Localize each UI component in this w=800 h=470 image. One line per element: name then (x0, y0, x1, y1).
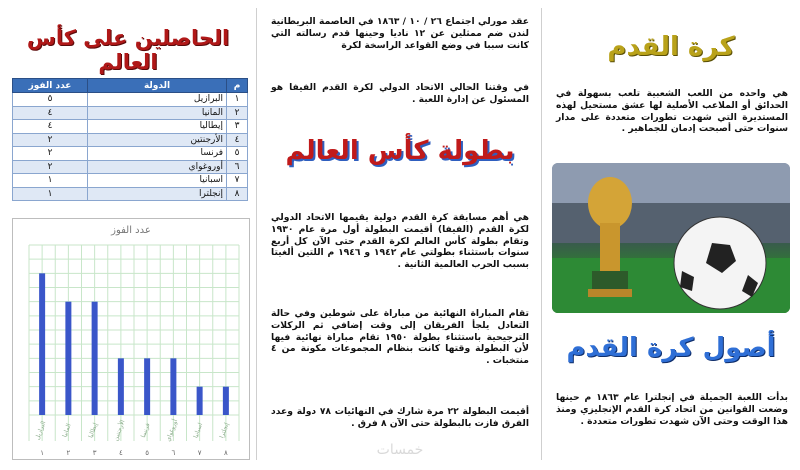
winners-title: الحاصلين على كأس العالم (26, 26, 230, 74)
row-index: ٣ (227, 120, 248, 134)
bar-4 (118, 358, 124, 415)
row-wins: ١ (13, 187, 88, 201)
row-wins: ١ (13, 174, 88, 188)
paragraph-final: تقام المباراة النهائية من مباراة على شوطين وفي حالة التعادل يلجأ الفريقان إلى وقت إضافي ثم الركلات الترجيحية باستثناء بطولة ١٩٥٠ تقام مباراة نهائية فيها لأن البطولة وقتها كانت بنظام المجموعات مكونة من ٤ منتخبات . (271, 308, 530, 367)
bar-2 (65, 302, 71, 415)
x-tick-label: البرازيل (34, 420, 48, 441)
bar-6 (170, 358, 176, 415)
row-index: ٦ (227, 160, 248, 174)
trophy-and-ball-illustration (552, 163, 790, 313)
x-tick-label: اسبانيا (192, 421, 205, 440)
row-wins: ٢ (13, 133, 88, 147)
table-row (13, 187, 248, 201)
row-wins: ٢ (13, 147, 88, 161)
bar-3 (92, 302, 98, 415)
x-tick-label: فرنسا (139, 422, 152, 439)
x-tick-number: ٨ (223, 449, 228, 457)
x-tick-number: ٢ (66, 449, 71, 457)
x-tick-number: ٥ (145, 449, 150, 457)
x-tick-number: ٣ (92, 449, 97, 457)
bar-1 (39, 273, 45, 415)
row-country: إيطاليا (88, 120, 227, 134)
right-panel (546, 8, 796, 460)
row-index: ٥ (227, 147, 248, 161)
header-index: م (227, 79, 248, 93)
paragraph-origins: بدأت اللعبة الجميلة في إنجلترا عام ١٨٦٣ م حينها وضعت القوانين من اتحاد كرة القدم الإنجليزي ومنذ هذا الوقت وحتى الآن شهدت تطورات متعددة . (556, 392, 788, 427)
table-row (13, 147, 248, 161)
middle-panel (256, 8, 542, 460)
row-country: فرنسا (88, 147, 227, 161)
paragraph-world-cup: هي أهم مسابقة كرة القدم دولية يقيمها الاتحاد الدولي لكرة القدم (الفيفا) أقيمت البطولة أول مرة عام ١٩٣٠ وتقام بطولة كأس العالم لكرة القدم حتى الآن كل أربع سنوات باستثناء بطولتي عام ١٩٤٢ و ١٩٤٦ م اللتين ألغيتا بسبب الحرب العالمية الثانية . (271, 212, 530, 271)
football-icon (674, 217, 766, 309)
row-index: ٧ (227, 174, 248, 188)
row-index: ١ (227, 93, 248, 107)
left-panel (4, 8, 252, 460)
world-cup-title: بطولة كأس العالم (285, 136, 515, 166)
bar-5 (144, 358, 150, 415)
table-row (13, 120, 248, 134)
row-wins: ٥ (13, 93, 88, 107)
row-country: إنجلترا (88, 187, 227, 201)
paragraph-football: هي واحده من اللعب الشعبية تلعب بسهولة في الحدائق أو الملاعب الأصلية لها عشق مستحيل لهذه المستديرة التي شهدت تطورات متعددة على مدار سنوات حتى أصبحت إدمان للجماهير . (556, 88, 788, 135)
bar-7 (197, 387, 203, 415)
table-row (13, 160, 248, 174)
row-index: ٢ (227, 106, 248, 120)
table-row (13, 174, 248, 188)
row-wins: ٤ (13, 120, 88, 134)
row-wins: ٢ (13, 160, 88, 174)
row-index: ٤ (227, 133, 248, 147)
table-header-row (13, 79, 248, 93)
football-origins-title: أصول كرة القدم (566, 333, 776, 363)
header-wins: عدد الفوز (13, 79, 88, 93)
x-tick-label: المانيا (61, 422, 73, 439)
football-title: كرة القدم (607, 32, 735, 62)
winners-table (12, 78, 248, 201)
header-country: الدولة (88, 79, 227, 93)
row-country: الأرجنتين (88, 133, 227, 147)
x-tick-label: إنجلترا (218, 421, 231, 440)
x-tick-number: ٦ (171, 449, 176, 457)
paragraph-fifa: في وقتنا الحالي الاتحاد الدولي لكرة القدم الفيفا هو المسئول عن إدارة اللعبة . (271, 82, 529, 105)
row-country: البرازيل (88, 93, 227, 107)
paragraph-history: عقد مورلي اجتماع ٢٦ / ١٠ / ١٨٦٣ في العاصمة البريطانية لندن ضم ممثلين عن ١٢ ناديا وحينها قدم رسالته التي كانت سببا في وضع القواعد الراسخة لكرة (271, 16, 529, 51)
world-cup-photo (552, 163, 790, 313)
row-country: المانيا (88, 106, 227, 120)
chart-title: عدد الفوز (111, 225, 151, 236)
bar-8 (223, 387, 229, 415)
row-country: اسبانيا (88, 174, 227, 188)
watermark: خمسات (376, 442, 424, 458)
wins-chart (12, 218, 250, 460)
table-row (13, 106, 248, 120)
chart-canvas (13, 219, 249, 459)
row-index: ٨ (227, 187, 248, 201)
x-tick-number: ١ (40, 449, 45, 457)
x-tick-label: الأرجنتين (112, 419, 127, 442)
table-row (13, 93, 248, 107)
table-row (13, 133, 248, 147)
x-tick-label: إيطاليا (87, 421, 100, 439)
paragraph-editions: أقيمت البطولة ٢٢ مرة شارك في النهائيات ٧٨ دولة وعدد الفرق فازت بالبطولة حتى الآن ٨ فرق . (271, 406, 530, 429)
x-tick-number: ٤ (118, 449, 123, 457)
x-tick-number: ٧ (197, 449, 202, 457)
row-country: أوروغواي (88, 160, 227, 174)
row-wins: ٤ (13, 106, 88, 120)
x-tick-label: أوروغواي (164, 418, 180, 443)
